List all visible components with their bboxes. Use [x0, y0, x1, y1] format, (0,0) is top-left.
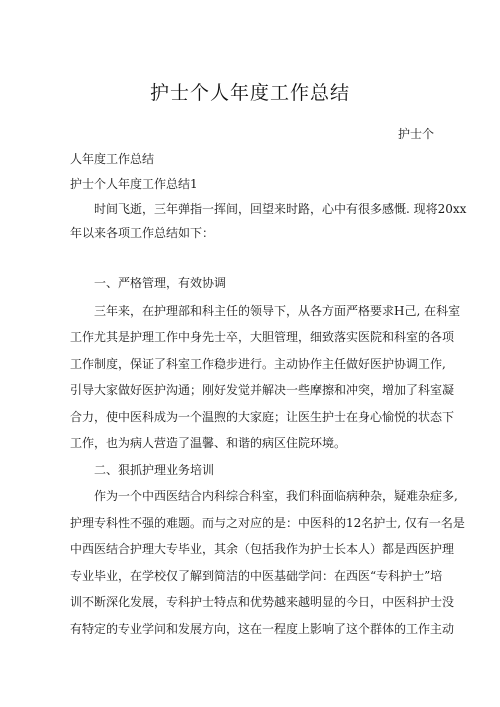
paragraph-line: 工作制度，保证了科室工作稳步进行。主动协作主任做好医护协调工作,	[70, 357, 446, 371]
paragraph-line: 中西医结合护理大专毕业，其余（包括我作为护士长本人）都是西医护理	[70, 542, 455, 556]
section-heading: 二、狠抓护理业务培训	[94, 463, 215, 477]
paragraph-line: 年以来各项工作总结如下：	[70, 226, 215, 240]
paragraph-line: 工作，也为病人营造了温馨、和谐的病区住院环境。	[70, 436, 347, 450]
section-heading: 护士个人年度工作总结1	[70, 177, 198, 191]
paragraph-line: 合力，使中医科成为一个温煦的大家庭；让医生护士在身心愉悦的状态下	[70, 410, 455, 424]
page-title: 护士个人年度工作总结	[149, 82, 350, 104]
paragraph-line: 引导大家做好医护沟通；刚好发觉并解决一些摩擦和冲突，增加了科室凝	[70, 383, 455, 397]
paragraph-line: 训不断深化发展，专科护士特点和优势越来越明显的今日，中医科护士没	[70, 595, 455, 609]
paragraph-line: 三年来，在护理部和科主任的领导下，从各方面严格要求H己, 在科室	[94, 304, 461, 318]
paragraph-line: 有特定的专业学问和发展方向，这在一程度上影响了这个群体的工作主动	[70, 622, 455, 636]
paragraph-line: 工作尤其是护理工作中身先士卒，大胆管理，细致落实医院和科室的各项	[70, 330, 455, 344]
paragraph-line: 专业毕业，在学校仅了解到简洁的中医基础学问：在西医“专科护士”培	[70, 569, 443, 583]
paragraph-line: 护理专科性不强的难题。而与之对应的是：中医科的12名护士, 仅有一名是	[70, 516, 465, 530]
paragraph-line: 人年度工作总结	[70, 152, 155, 166]
section-heading: 一、严格管理，有效协调	[94, 276, 227, 290]
header-right-text: 护士个	[397, 127, 434, 141]
paragraph-line: 时间飞逝，三年弹指一挥间，回望来时路，心中有很多感慨. 现将20xx	[94, 202, 467, 216]
paragraph-line: 作为一个中西医结合内科综合科室，我们科面临病种杂，疑难杂症多,	[94, 489, 458, 503]
